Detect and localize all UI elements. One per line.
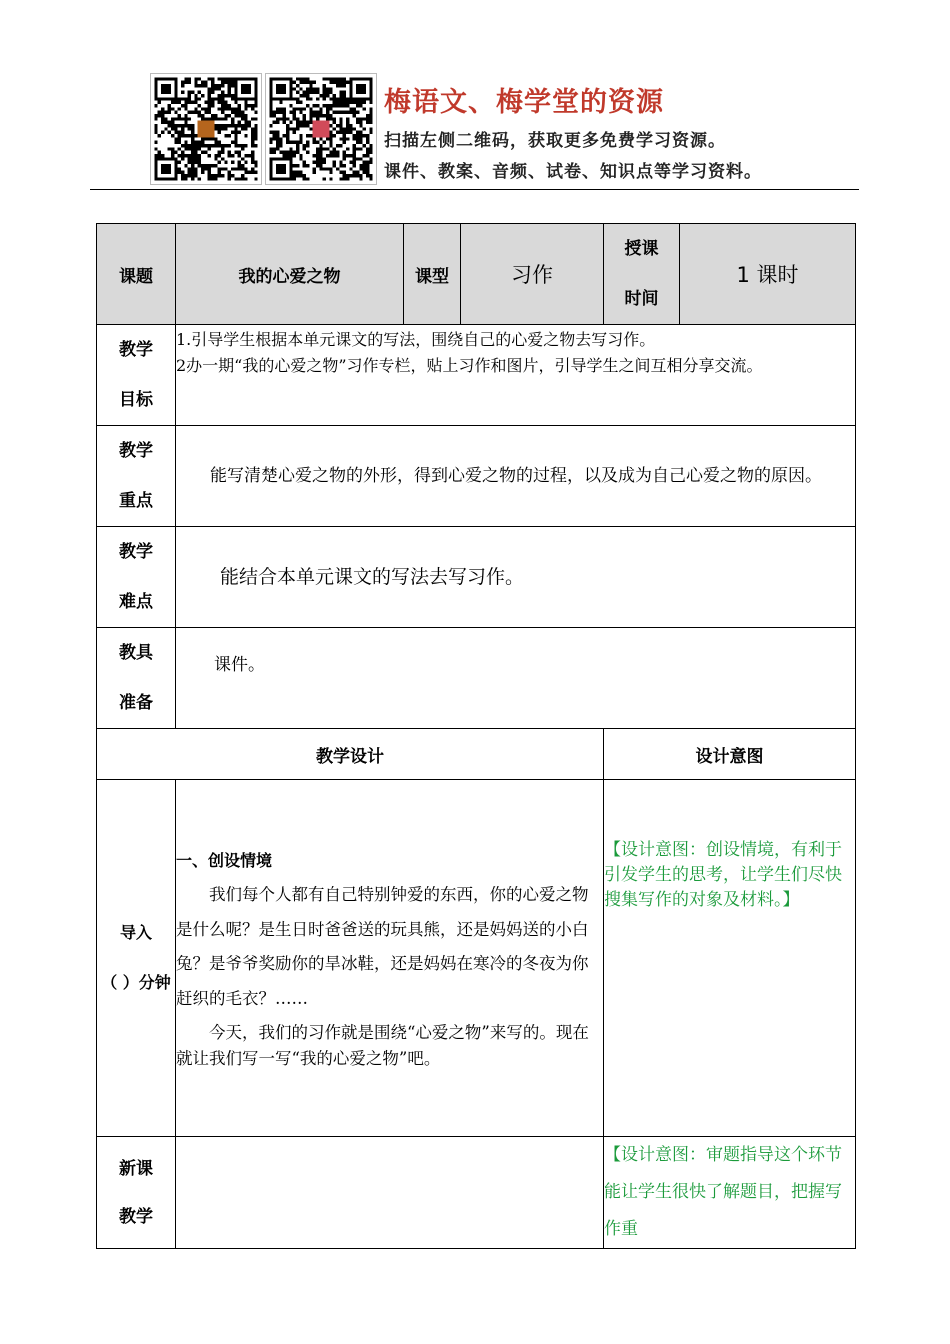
type-label: 课型 — [404, 224, 461, 325]
qr-code-right[interactable] — [265, 73, 377, 185]
intro-paragraph-2: 今天，我们的习作就是围绕“心爱之物”来写的。现在就让我们写一写“我的心爱之物”吧。 — [176, 1023, 589, 1069]
intro-section-title: 一、创设情境 — [176, 850, 273, 870]
row-difficulties — [97, 527, 856, 628]
row-intro — [97, 780, 856, 1137]
intro-label — [97, 780, 176, 1137]
goals-line-1: 1.引导学生根据本单元课文的写法，围绕自己的心爱之物去写习作。 — [176, 330, 656, 349]
row-design-header — [97, 729, 856, 780]
goals-label — [97, 325, 176, 426]
intro-intent — [604, 780, 856, 1137]
row-teaching-aids — [97, 628, 856, 729]
intro-label-line-2: （ ）分钟 — [101, 973, 171, 992]
tools-label-line-1: 教具 — [119, 643, 153, 663]
intro-intent-text: 【设计意图：创设情境，有利于引发学生的思考，让学生们尽快搜集写作的对象及材料。】 — [604, 840, 842, 910]
new-lesson-intent — [604, 1137, 856, 1249]
intro-label-line-1: 导入 — [119, 923, 152, 942]
brand-title: 梅语文、梅学堂的资源 — [384, 87, 664, 118]
intro-paragraph-1: 我们每个人都有自己特别钟爱的东西，你的心爱之物是什么呢？是生日时爸爸送的玩具熊，还是妈妈送的小白兔？是爷爷奖励你的旱冰鞋，还是妈妈在寒冷的冬夜为你赶织的毛衣？…… — [176, 885, 589, 1008]
promo-line-2: 课件、教案、音频、试卷、知识点等学习资料。 — [384, 162, 762, 182]
design-header: 教学设计 — [97, 729, 604, 780]
time-label — [604, 224, 680, 325]
difficulty-label-line-1: 教学 — [119, 542, 153, 562]
time-label-line-2: 时间 — [624, 289, 659, 309]
qr-code-left[interactable] — [150, 73, 262, 185]
goals-label-line-1: 教学 — [119, 340, 153, 360]
new-lesson-label-line-1: 新课 — [119, 1158, 153, 1179]
row-new-lesson — [97, 1137, 856, 1249]
difficulty-label — [97, 527, 176, 628]
row-goals — [97, 325, 856, 426]
intro-content — [176, 780, 604, 1137]
tools-label-line-2: 准备 — [119, 693, 153, 713]
difficulty-content — [176, 527, 856, 628]
tools-text: 课件。 — [214, 655, 265, 675]
new-lesson-content — [176, 1137, 604, 1249]
new-lesson-intent-text: 【设计意图：审题指导这个环节能让学生很快了解题目，把握写作重 — [604, 1145, 842, 1239]
key-text: 能写清楚心爱之物的外形，得到心爱之物的过程，以及成为自己心爱之物的原因。 — [210, 466, 822, 486]
topic-label: 课题 — [97, 224, 176, 325]
topic-value: 我的心爱之物 — [176, 224, 404, 325]
goals-line-2: 2办一期“我的心爱之物”习作专栏，贴上习作和图片，引导学生之间互相分享交流。 — [176, 356, 763, 375]
goals-content — [176, 325, 856, 426]
intent-header: 设计意图 — [604, 729, 856, 780]
header-divider — [90, 189, 859, 190]
key-label-line-2: 重点 — [119, 491, 153, 511]
time-label-line-1: 授课 — [624, 239, 659, 259]
qr-code-icon — [151, 74, 261, 184]
key-label-line-1: 教学 — [119, 441, 153, 461]
row-key-points — [97, 426, 856, 527]
difficulty-label-line-2: 难点 — [119, 592, 153, 612]
time-value: 1 课时 — [680, 224, 856, 325]
new-lesson-label-line-2: 教学 — [119, 1206, 153, 1227]
lesson-plan-table — [96, 223, 856, 1249]
new-lesson-label — [97, 1137, 176, 1249]
goals-label-line-2: 目标 — [119, 390, 153, 410]
qr-code-icon — [266, 74, 376, 184]
difficulty-text: 能结合本单元课文的写法去写习作。 — [220, 566, 525, 588]
tools-label — [97, 628, 176, 729]
key-content — [176, 426, 856, 527]
tools-content — [176, 628, 856, 729]
row-topic — [97, 224, 856, 325]
promo-line-1: 扫描左侧二维码，获取更多免费学习资源。 — [384, 131, 726, 151]
type-value: 习作 — [461, 224, 604, 325]
key-label — [97, 426, 176, 527]
